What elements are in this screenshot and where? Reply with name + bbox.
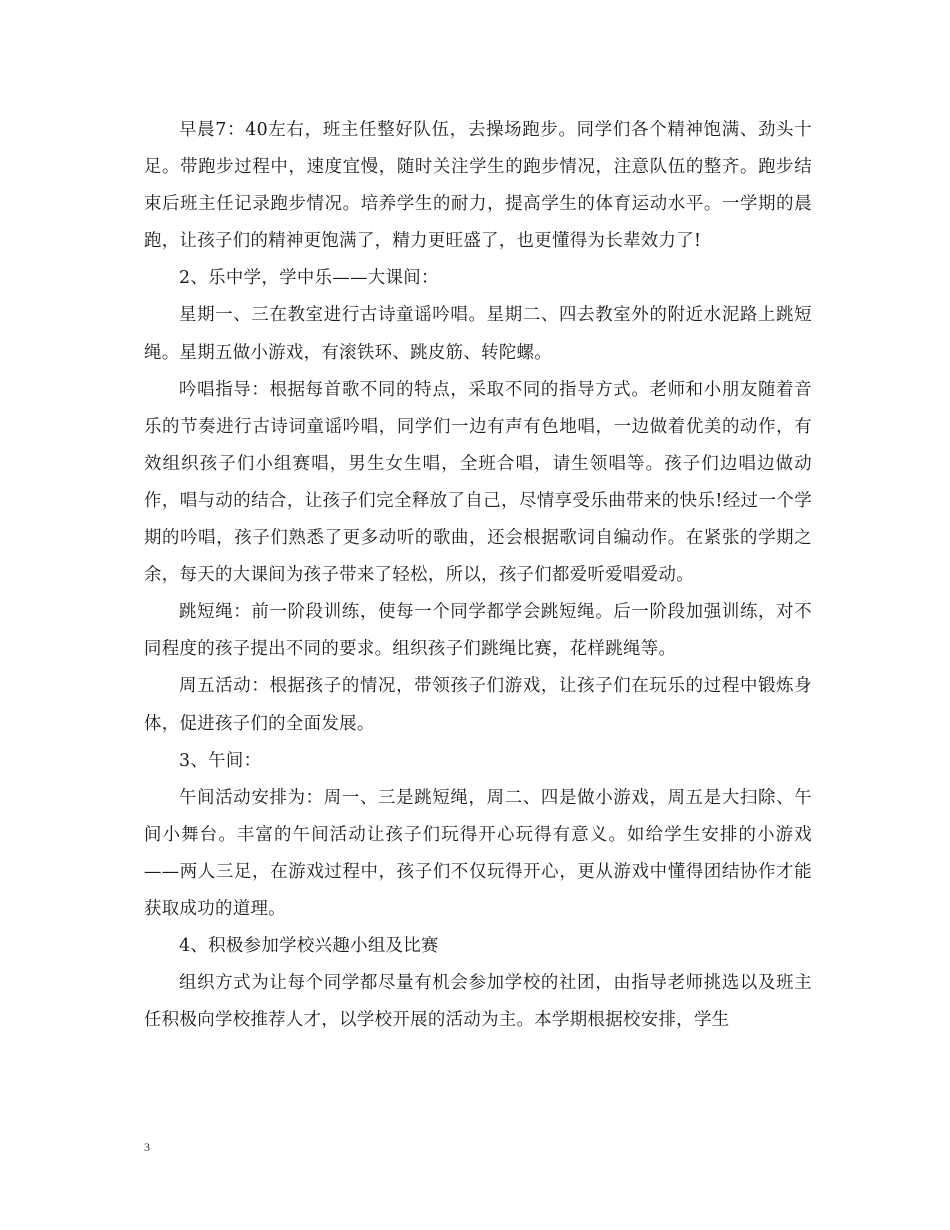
document-body xyxy=(144,112,812,1039)
paragraph-friday-activity: 周五活动：根据孩子的情况，带领孩子们游戏，让孩子们在玩乐的过程中锻炼身体，促进孩子们的全面发展。 xyxy=(144,676,812,734)
paragraph-noon-activities: 午间活动安排为：周一、三是跳短绳，周二、四是做小游戏，周五是大扫除、午间小舞台。丰富的午间活动让孩子们玩得开心玩得有意义。如给学生安排的小游戏——两人三足，在游戏过程中，孩子们不仅玩得开心，更从游戏中懂得团结协作才能获取成功的道理。 xyxy=(144,787,812,919)
paragraph-jump-rope: 跳短绳：前一阶段训练，使每一个同学都学会跳短绳。后一阶段加强训练，对不同程度的孩子提出不同的要求。组织孩子们跳绳比赛，花样跳绳等。 xyxy=(144,602,812,660)
paragraph-singing-guidance: 吟唱指导：根据每首歌不同的特点，采取不同的指导方式。老师和小朋友随着音乐的节奏进行古诗词童谣吟唱，同学们一边有声有色地唱，一边做着优美的动作，有效组织孩子们小组赛唱，男生女生唱，全班合唱，请生领唱等。孩子们边唱边做动作，唱与动的结合，让孩子们完全释放了自己，尽情享受乐曲带来的快乐!经过一个学期的吟唱，孩子们熟悉了更多动听的歌曲，还会根据歌词自编动作。在紧张的学期之余，每天的大课间为孩子带来了轻松，所以，孩子们都爱听爱唱爱动。 xyxy=(144,379,812,586)
paragraph-organization: 组织方式为让每个同学都尽量有机会参加学校的社团，由指导老师挑选以及班主任积极向学校推荐人才，以学校开展的活动为主。本学期根据校安排，学生 xyxy=(144,973,812,1031)
paragraph-morning-run: 早晨7：40左右，班主任整好队伍，去操场跑步。同学们各个精神饱满、劲头十足。带跑步过程中，速度宜慢，随时关注学生的跑步情况，注意队伍的整齐。跑步结束后班主任记录跑步情况。培养学生的耐力，提高学生的体育运动水平。一学期的晨跑，让孩子们的精神更饱满了，精力更旺盛了，也更懂得为长辈效力了! xyxy=(144,120,812,252)
page-number: 3 xyxy=(144,1140,150,1154)
section-heading-noon: 3、午间： xyxy=(179,750,262,771)
section-heading-big-break: 2、乐中学，学中乐——大课间： xyxy=(179,268,439,289)
paragraph-weekly-schedule: 星期一、三在教室进行古诗童谣吟唱。星期二、四去教室外的附近水泥路上跳短绳。星期五做小游戏，有滚铁环、跳皮筋、转陀螺。 xyxy=(144,305,812,363)
section-heading-interest-groups: 4、积极参加学校兴趣小组及比赛 xyxy=(179,936,439,957)
